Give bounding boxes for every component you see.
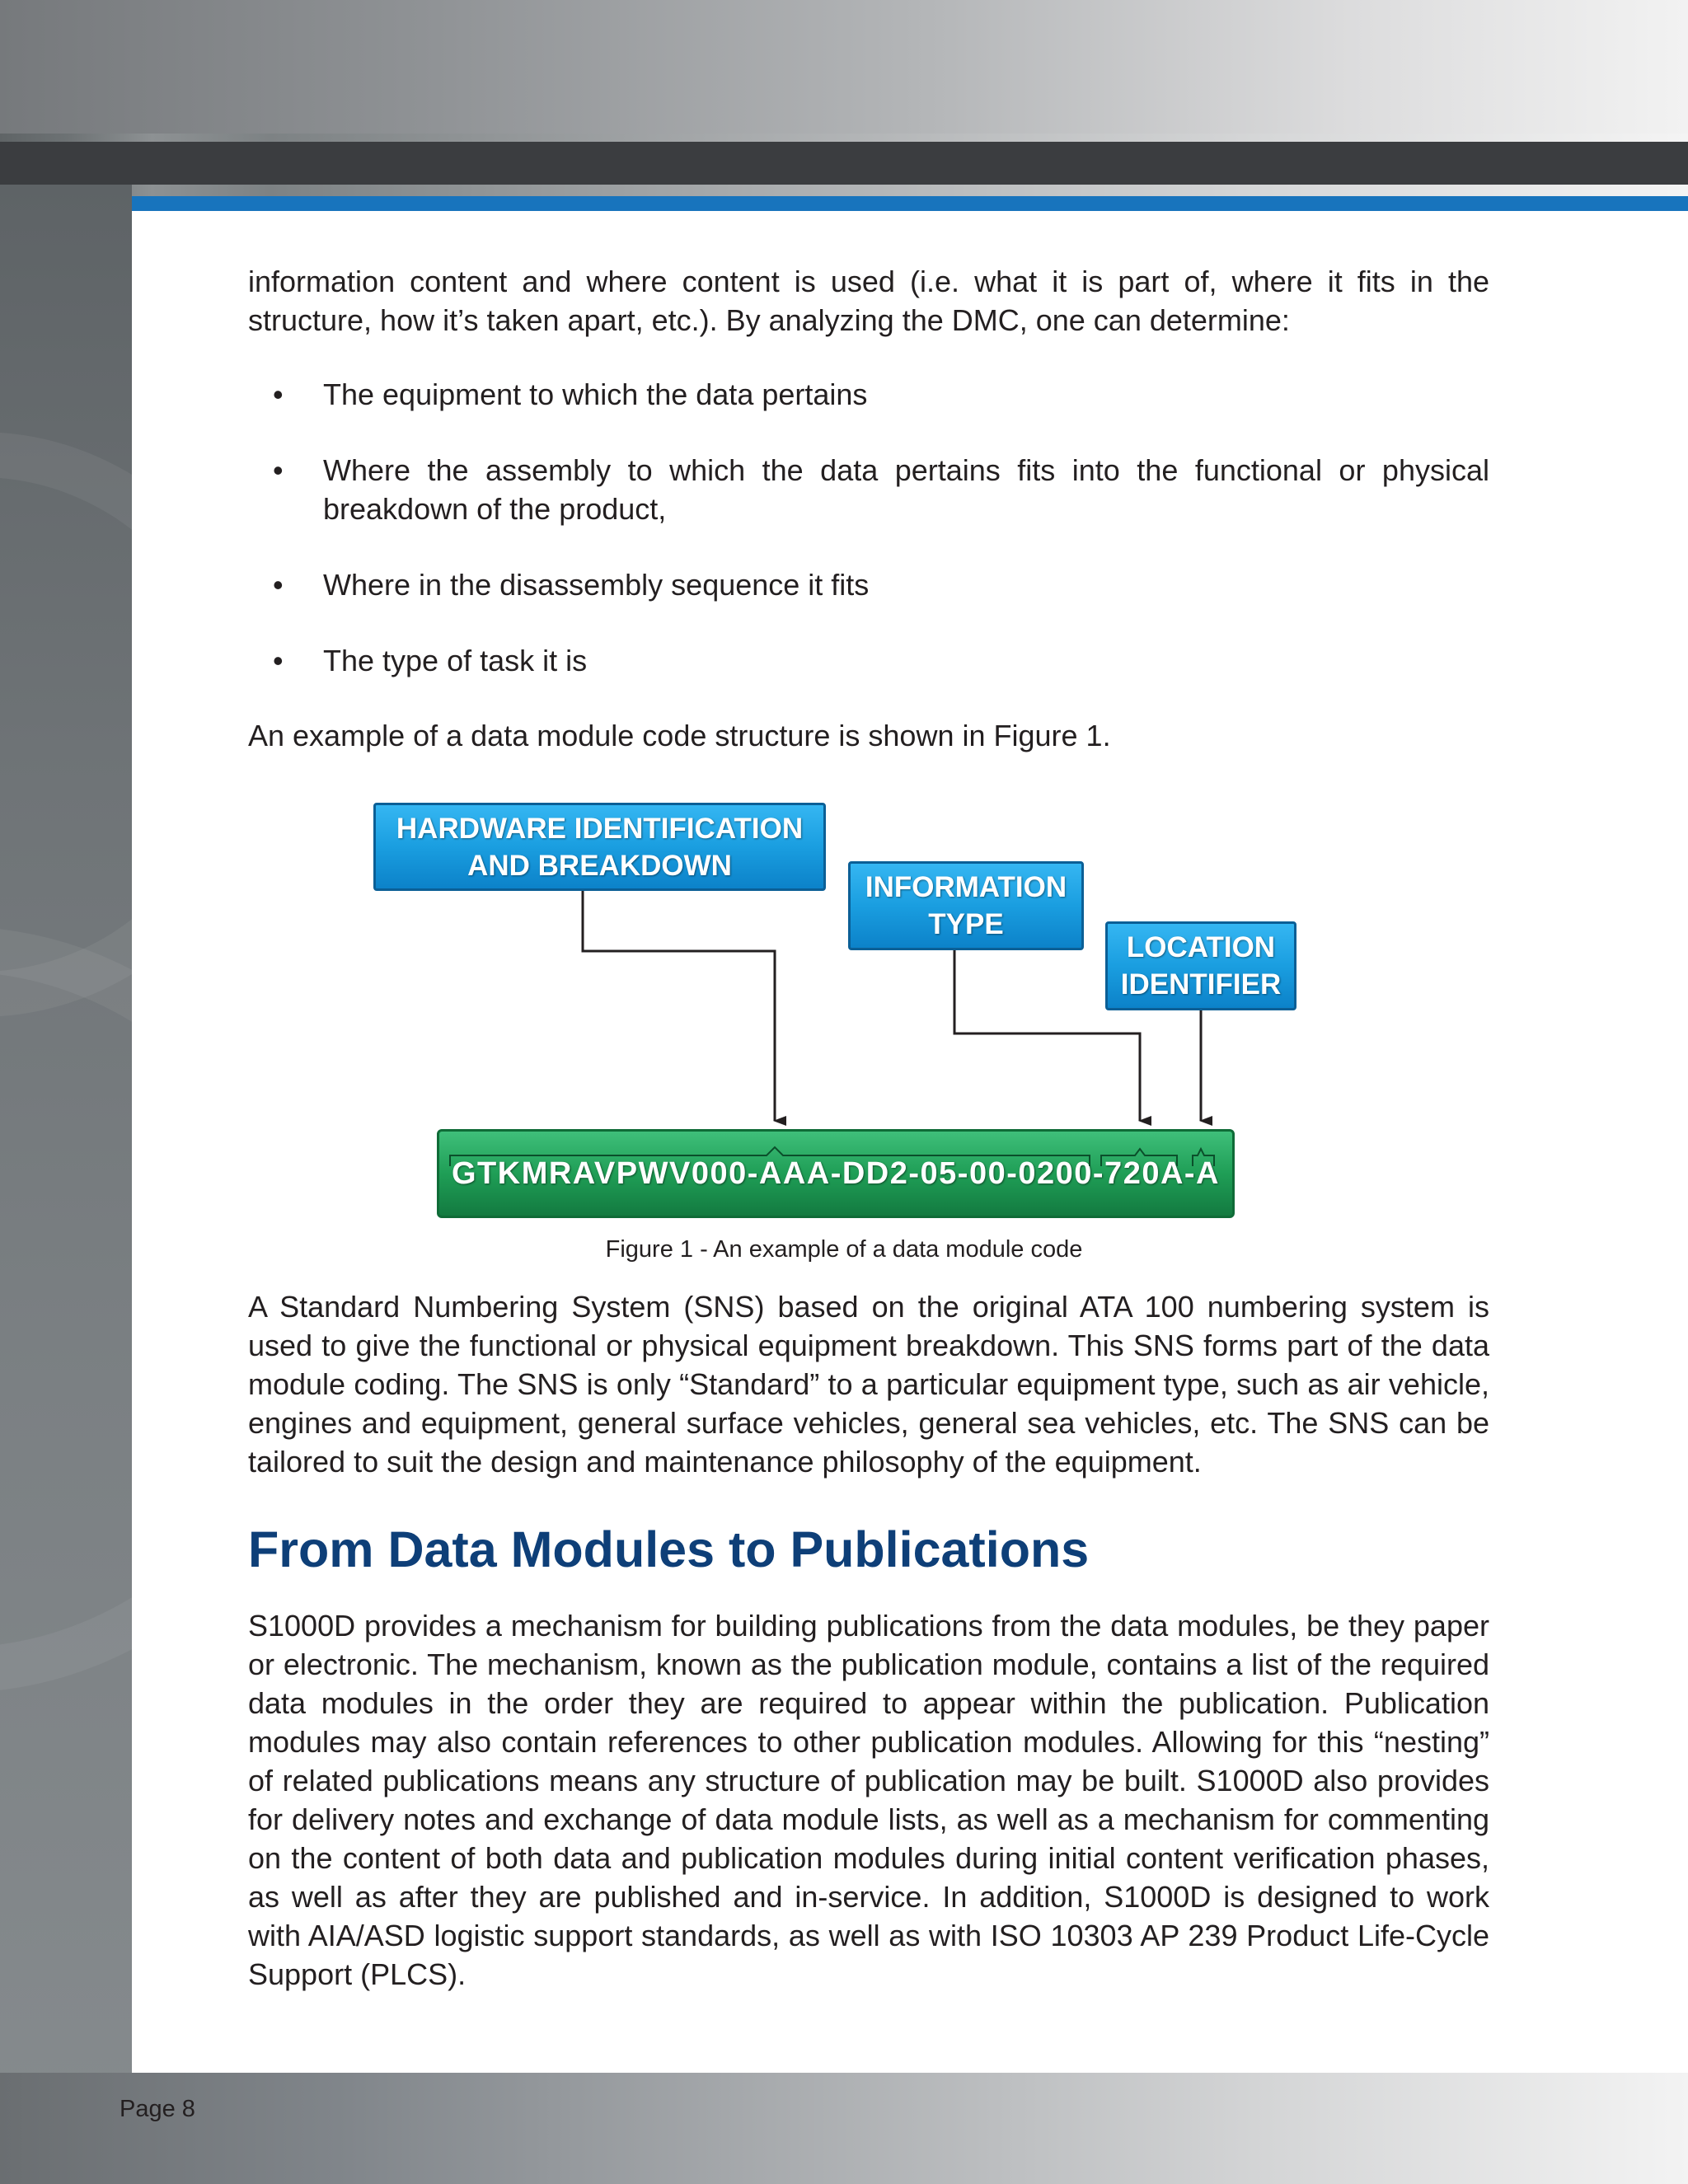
sns-paragraph: A Standard Numbering System (SNS) based on the original ATA 100 numbering system is used to give the functional or physical equipment breakdown. This SNS forms part of the data module coding. The SNS is only “Standard” to a particular equipment type, such as air vehicle, engines and equipment, general surface vehicles, general sea vehicles, etc. The SNS can be tailored to suit the design and maintenance philosophy of the equipment. [248,1290,1489,1479]
intro-paragraph: information content and where content is used (i.e. what it is part of, where it fits in the structure, how it’s taken apart, etc.). By analyzing the DMC, one can determine: [248,265,1489,337]
information-bracket [1101,1149,1177,1166]
location-bracket [1193,1149,1214,1166]
bullet-marker: • [273,644,284,677]
hardware-bracket [450,1147,1090,1166]
location-identifier-label: LOCATION IDENTIFIER [1105,921,1296,1010]
hardware-identification-label: HARDWARE IDENTIFICATION AND BREAKDOWN [373,803,826,891]
list-item-text: Where in the disassembly sequence it fits [323,568,870,602]
publications-paragraph: S1000D provides a mechanism for building publications from the data modules, be they paper or electronic. The mechanism, known as the publication module, contains a list of the required data modules in the order they are required to appear within the publication. Publication modules may also contain references to other publication modules. Allowing for this “nesting” of related publications means any structure of publication may be built. S1000D also provides for delivery notes and exchange of data module lists, as well as a mechanism for commenting on the content of both data and publication modules during initial content verification phases, as well as after they are published and in-service. In addition, S1000D is designed to work with AIA/ASD logistic support standards, as well as with ISO 10303 AP 239 Product Life-Cycle Support (PLCS). [248,1609,1489,1991]
bullet-marker: • [273,377,284,411]
list-item-text: The type of task it is [323,644,588,677]
list-item-text: The equipment to which the data pertains [323,377,868,411]
bullet-marker: • [273,453,284,487]
figure-caption: Figure 1 - An example of a data module code [605,1236,1083,1263]
information-type-label: INFORMATION TYPE [848,861,1084,950]
page-number: Page 8 [120,2096,195,2122]
example-sentence: An example of a data module code structure is shown in Figure 1. [248,719,1111,752]
bullet-marker: • [273,568,284,602]
list-item-text: Where the assembly to which the data pertains fits into the functional or physical breakdown of the product, [323,453,1489,526]
section-heading: From Data Modules to Publications [248,1521,1090,1577]
data-module-code: GTKMRAVPWV000-AAA-DD2-05-00-0200-720A-A [451,1156,1221,1191]
